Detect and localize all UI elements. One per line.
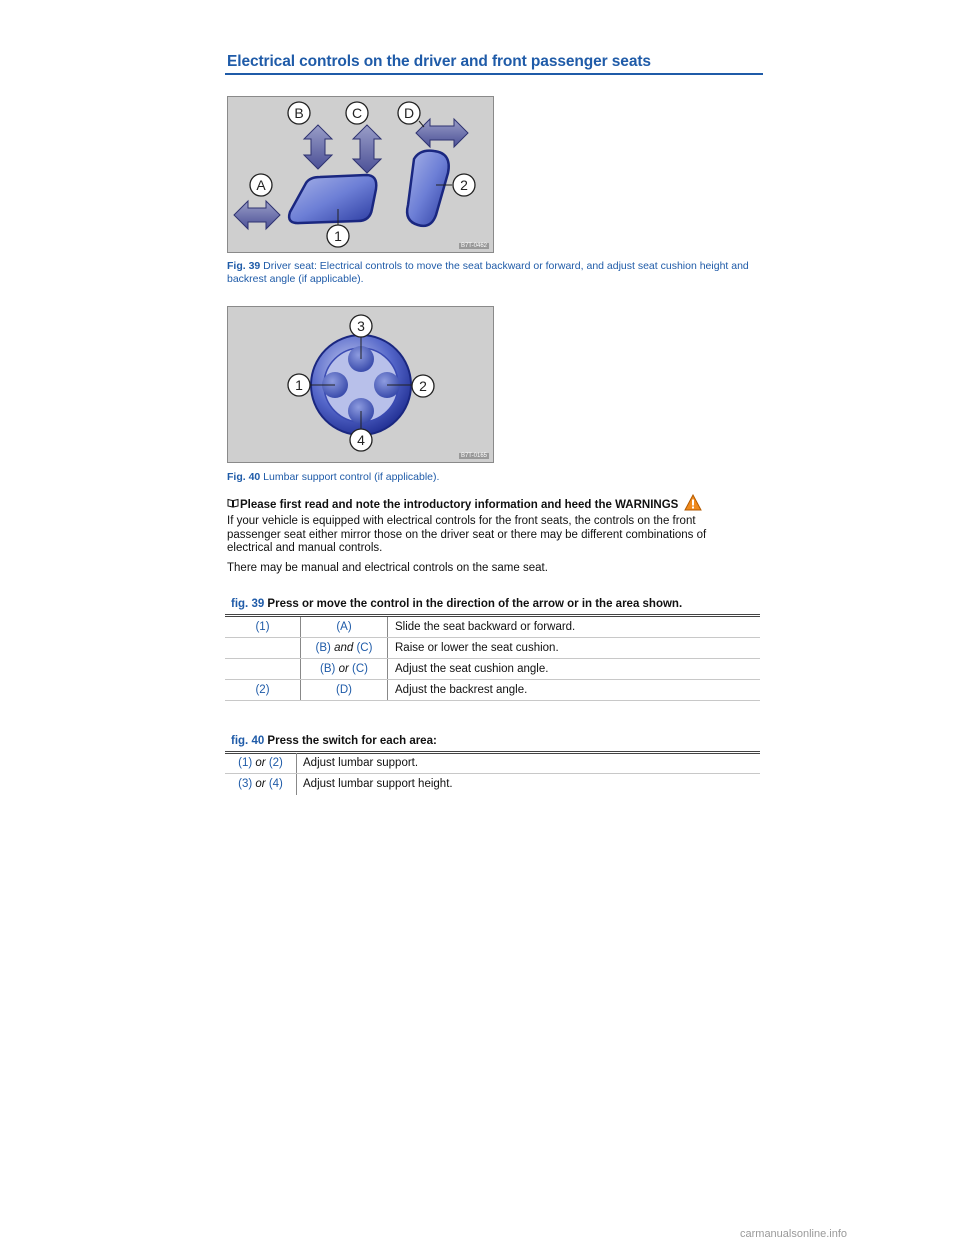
area-ref-a[interactable]: (1) (238, 757, 253, 769)
cell-switch-area (225, 774, 297, 795)
label-b (288, 102, 310, 124)
arrow-c-icon (353, 125, 381, 173)
cell-action: Slide the seat backward or forward. (395, 621, 576, 633)
cell-action: Adjust lumbar support. (303, 757, 419, 769)
label-3 (350, 315, 372, 337)
label-2 (453, 174, 475, 196)
figure-39-caption-text: Driver seat: Electrical controls to move the seat backward or forward, and adjust seat cushion height and backrest angle (if applicable). (227, 260, 749, 285)
figure-39-caption (227, 260, 757, 286)
fig-40-reference[interactable]: fig. 40 (231, 735, 265, 747)
label-d (398, 102, 420, 124)
table-row (225, 617, 760, 638)
paragraph-controls-info: If your vehicle is equipped with electrical controls for the front seats, the controls on the front passenger seat either mirror those on the driver seat or there may be different combinations of electrical and manual controls. (227, 515, 707, 554)
cell-control (225, 638, 300, 658)
label-b-text: B (294, 105, 304, 121)
label-1-text: 1 (295, 377, 303, 393)
arrow-b-icon (304, 125, 332, 169)
arrow-a-icon (234, 201, 280, 229)
label-c-text: C (351, 105, 363, 121)
cell-switch-area (225, 753, 297, 773)
direction-ref-b[interactable]: (C) (356, 642, 373, 654)
figure-40-caption-text: Lumbar support control (if applicable). (260, 471, 440, 483)
table-40-heading-text: Press the switch for each area: (264, 735, 437, 747)
label-d-text: D (403, 105, 415, 121)
table-row (225, 774, 760, 795)
cell-control: (2) (255, 684, 270, 696)
table-row (225, 659, 760, 680)
figure-39-seat-controls (227, 96, 494, 253)
label-a (250, 174, 272, 196)
fig-39-reference[interactable]: fig. 39 (231, 598, 265, 610)
intro-notice (227, 494, 702, 514)
figure-40-lumbar-control (227, 306, 494, 463)
conjunction: or (252, 757, 269, 769)
watermark: carmanualsonline.info (740, 1228, 848, 1240)
paragraph-manual-electrical: There may be manual and electrical controls on the same seat. (227, 562, 548, 574)
conjunction: or (252, 778, 269, 790)
direction-ref-a[interactable]: (D) (336, 684, 352, 696)
conjunction: or (335, 663, 352, 675)
label-c (346, 102, 368, 124)
label-4-text: 4 (357, 432, 365, 448)
table-39-heading-text: Press or move the control in the direction of the arrow or in the area shown. (264, 598, 683, 610)
cell-control: (1) (255, 621, 270, 633)
seat-controls-illustration (228, 97, 493, 252)
cell-action: Raise or lower the seat cushion. (395, 642, 559, 654)
label-4 (350, 429, 372, 451)
area-ref-b[interactable]: (4) (268, 778, 283, 790)
direction-ref-a[interactable]: (B) (320, 663, 336, 675)
cell-direction (300, 680, 388, 700)
direction-ref-a[interactable]: (A) (336, 621, 352, 633)
label-2-text: 2 (460, 177, 468, 193)
cell-action: Adjust the backrest angle. (395, 684, 528, 696)
label-2-text: 2 (419, 378, 427, 394)
table-40-heading (231, 735, 437, 747)
book-icon (227, 498, 239, 511)
figure-39-caption-number: Fig. 39 (227, 260, 261, 272)
label-1 (327, 225, 349, 247)
table-39-heading (231, 598, 682, 610)
page-title: Electrical controls on the driver and front passenger seats (227, 53, 651, 70)
label-a-text: A (256, 177, 266, 193)
cell-action: Adjust the seat cushion angle. (395, 663, 549, 675)
direction-ref-a[interactable]: (B) (315, 642, 331, 654)
table-row (225, 638, 760, 659)
area-ref-b[interactable]: (2) (268, 757, 283, 769)
conjunction: and (330, 642, 357, 654)
direction-ref-b[interactable]: (C) (352, 663, 368, 675)
cell-direction (300, 617, 388, 637)
figure-40-caption-number: Fig. 40 (227, 471, 261, 483)
label-2 (412, 375, 434, 397)
label-3-text: 3 (357, 318, 365, 334)
title-rule (225, 73, 763, 75)
arrow-d-icon (416, 119, 468, 147)
intro-text: Please first read and note the introductory information and heed the WARNINGS (240, 499, 679, 511)
area-ref-a[interactable]: (3) (238, 778, 253, 790)
warning-icon[interactable] (684, 494, 702, 514)
label-1 (288, 374, 310, 396)
figure-40-caption (227, 471, 757, 484)
cell-direction (300, 659, 388, 679)
backrest-control-button (407, 151, 449, 226)
figure-code: B7T-0462 (460, 243, 487, 249)
table-row (225, 753, 760, 774)
figure-code: B7T-0165 (460, 453, 487, 459)
label-1-text: 1 (334, 228, 342, 244)
cushion-control-button (289, 175, 376, 223)
cell-control (225, 659, 300, 679)
table-row (225, 680, 760, 701)
cell-action: Adjust lumbar support height. (303, 778, 453, 790)
lumbar-control-illustration (228, 307, 493, 462)
cell-direction (300, 638, 388, 658)
